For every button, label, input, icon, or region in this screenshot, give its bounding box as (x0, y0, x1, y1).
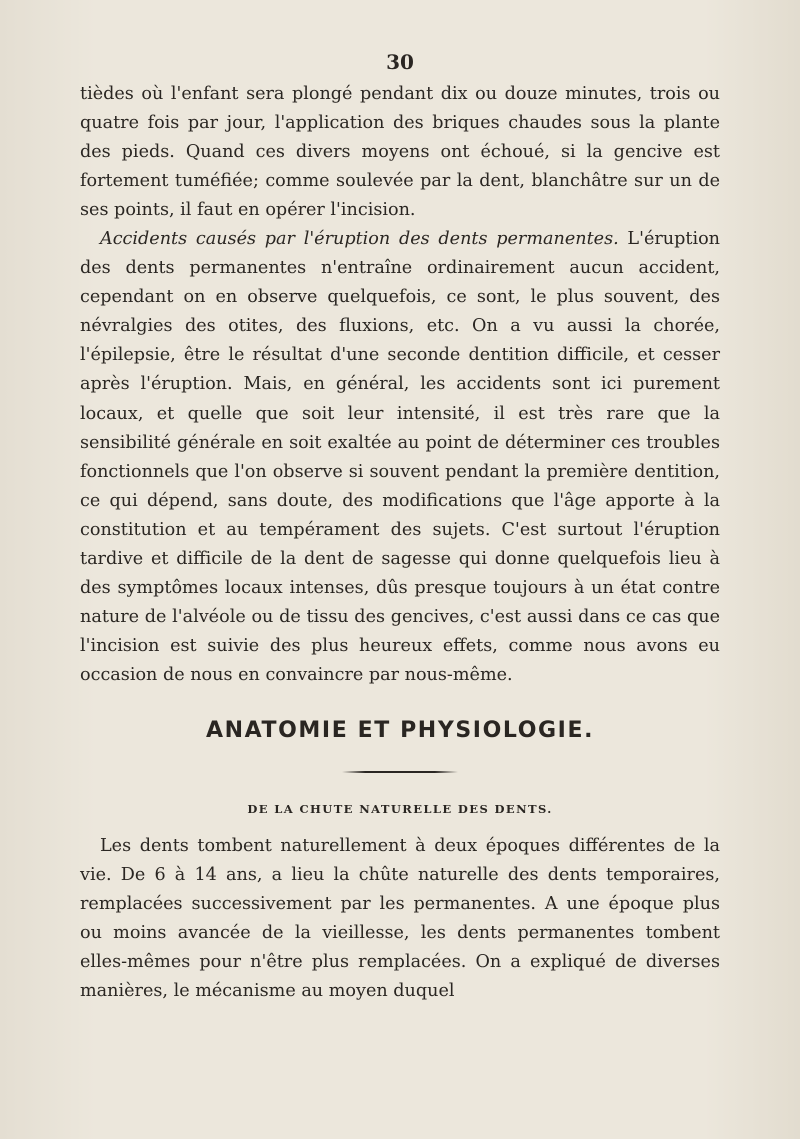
body-text (80, 80, 720, 1006)
section-divider (342, 771, 458, 773)
section-subtitle: DE LA CHUTE NATURELLE DES DENTS. (247, 802, 553, 817)
paragraph-accidents-text: L'éruption des dents permanentes n'entraîne ordinairement aucun accident, cependant on en observe quelquefois, ce sont, le plus souvent, des névralgies des otites, des fluxions, etc. On a vu aussi la chorée, l'épilepsie, être le résultat d'une seconde dentition difficile, et cesser après l'éruption. Mais, en général, les accidents sont ici purement locaux, et quelle que soit leur intensité, il est très rare que la sensibilité générale en soit exaltée au point de déterminer ces troubles fonctionnels que l'on observe si souvent pendant la première dentition, ce qui dépend, sans doute, des modifications que l'âge apporte à la constitution et au tempérament des sujets. C'est surtout l'éruption tardive et difficile de la dent de sagesse qui donne quelquefois lieu à des symptômes locaux intenses, dûs presque toujours à un état contre nature de l'alvéole ou de tissu des gencives, c'est aussi dans ce cas que l'incision est suivie des plus heureux effets, comme nous avons eu occasion de nous en convaincre par nous-même. (80, 229, 720, 685)
paragraph-accidents (80, 225, 720, 690)
paragraph-continuation: tièdes où l'enfant sera plongé pendant dix ou douze minutes, trois ou quatre fois par jour, l'application des briques chaudes sous la plante des pieds. Quand ces divers moyens ont échoué, si la gencive est fortement tuméfiée; comme soulevée par la dent, blanchâtre sur un de ses points, il faut en opérer l'incision. (80, 84, 720, 221)
paragraph-heading: Accidents causés par l'éruption des dents permanentes. (100, 229, 619, 250)
page-number: 30 (386, 50, 414, 74)
section-title: ANATOMIE ET PHYSIOLOGIE. (205, 717, 595, 743)
paragraph-chute: Les dents tombent naturellement à deux époques différentes de la vie. De 6 à 14 ans, a lieu la chûte naturelle des dents temporaires, remplacées successivement par les permanentes. A une époque plus ou moins avancée de la vieillesse, les dents permanentes tombent elles-mêmes pour n'être plus remplacées. On a expliqué de diverses manières, le mécanisme au moyen duquel (80, 836, 720, 1002)
